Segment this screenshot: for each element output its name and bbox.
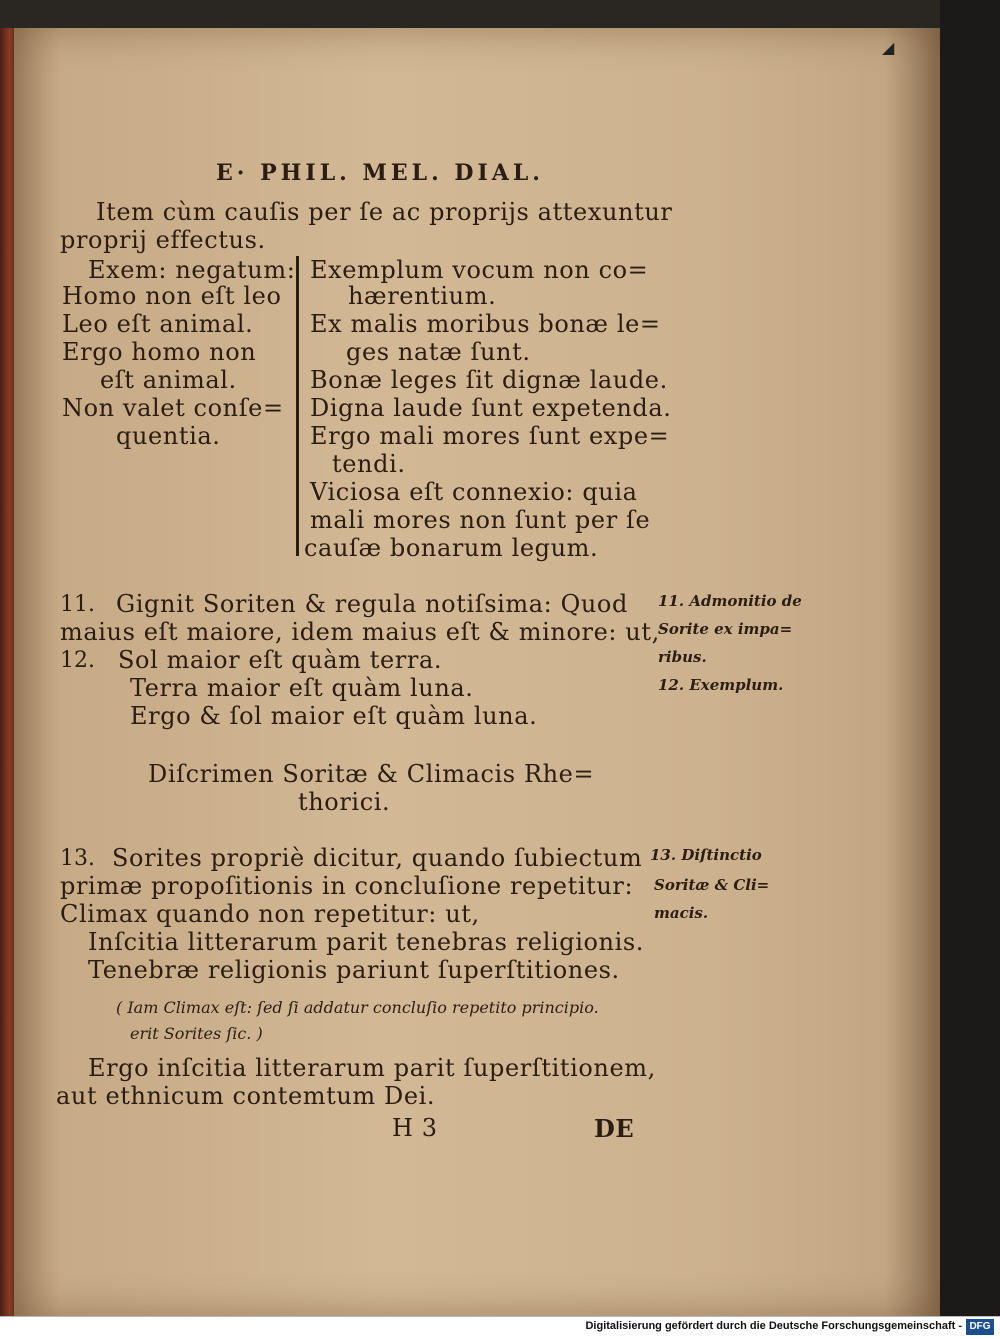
catchword: DE [594,1114,635,1143]
right-column-line: Ex malis moribus bonæ le= [310,310,661,338]
right-column-line: ges natæ ſunt. [346,338,531,366]
section-line: Tenebræ religionis pariunt ſuperſtitiones. [88,956,620,984]
right-column-line: Digna laude ſunt expetenda. [310,394,672,422]
left-column-line: Ergo homo non [62,338,257,366]
right-column-line: Exemplum vocum non co= [310,256,649,284]
running-head: E· PHIL. MEL. DIAL. [216,160,544,186]
left-column-line: Non valet conſe= [62,394,284,422]
intro-line: proprij effectus. [60,226,266,254]
right-column-line: mali mores non ſunt per ſe [310,506,651,534]
dfg-logo: DFG [966,1319,994,1335]
left-column-line: quentia. [116,422,221,450]
section-line: Sorites propriè dicitur, quando ſubiectum [112,844,643,872]
section-line: Climax quando non repetitur: ut, [60,900,480,928]
signature-mark: H 3 [392,1114,438,1142]
margin-note: ribus. [658,648,707,666]
footer-bar [0,1316,1000,1339]
parenthetical-note: ( Iam Climax eſt: ſed ſi addatur concluſio repetito principio. [116,998,599,1017]
margin-note: macis. [654,904,709,922]
right-column-line: Viciosa eſt connexio: quia [310,478,638,506]
margin-note: 11. Admonitio de [658,592,802,610]
section-number: 11. [60,592,95,617]
right-column-line: Ergo mali mores ſunt expe= [310,422,670,450]
section-line: Sol maior eſt quàm terra. [118,646,443,674]
section-line: Terra maior eſt quàm luna. [130,674,474,702]
margin-note: 13. Diſtinctio [650,846,762,864]
section-line: Gignit Soriten & regula notiſsima: Quod [116,590,628,618]
left-column-line: eſt animal. [100,366,237,394]
margin-note: 12. Exemplum. [658,676,784,694]
parenthetical-note: erit Sorites ſic. ) [130,1024,263,1043]
scanner-background [940,0,1000,1316]
margin-note: Soritæ & Cli= [654,876,770,894]
conclusion-line: Ergo inſcitia litterarum parit ſuperſtitionem, [88,1054,656,1082]
left-column-line: Leo eſt animal. [62,310,254,338]
ink-mark: ◢ [882,38,895,57]
right-column-line: tendi. [332,450,406,478]
right-column-line: Bonæ leges ſit dignæ laude. [310,366,668,394]
right-column-line: cauſæ bonarum legum. [304,534,599,562]
margin-note: Sorite ex impa= [658,620,793,638]
right-column-line: hærentium. [348,282,497,310]
section-line: Inſcitia litterarum parit tenebras religionis. [88,928,645,956]
left-column-line: Exem: negatum: [88,256,296,284]
section-number: 13. [60,846,95,871]
section-number: 12. [60,648,95,673]
column-divider [296,256,299,556]
section-line: primæ propoſitionis in concluſione repetitur: [60,872,634,900]
section-heading: thorici. [298,788,391,816]
section-line: maius eſt maiore, idem maius eſt & minore: ut, [60,618,660,646]
section-line: Ergo & ſol maior eſt quàm luna. [130,702,538,730]
section-heading: Diſcrimen Soritæ & Climacis Rhe= [148,760,595,788]
intro-line: Item cùm cauſis per ſe ac proprijs attexuntur [96,198,673,226]
funding-notice: Digitalisierung gefördert durch die Deutsche Forschungsgemeinschaft - [585,1320,962,1332]
left-column-line: Homo non eſt leo [62,282,282,310]
conclusion-line: aut ethnicum contemtum Dei. [56,1082,436,1110]
